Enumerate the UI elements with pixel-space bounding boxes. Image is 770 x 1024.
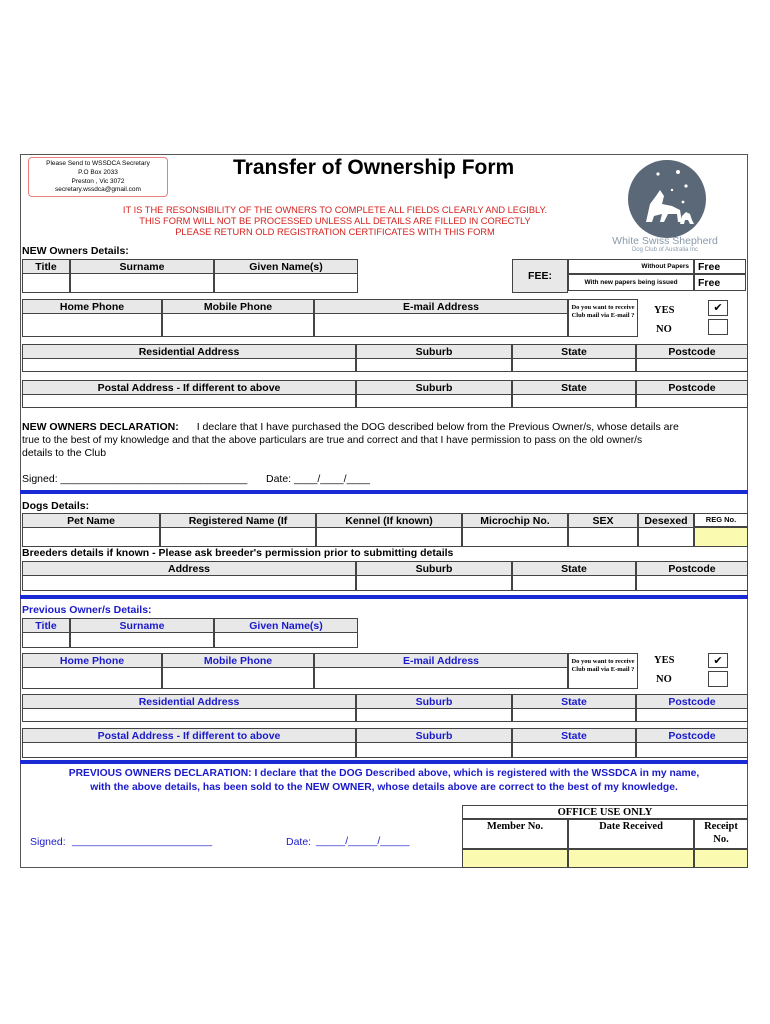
prev-mobile-phone-header: Mobile Phone bbox=[162, 653, 314, 669]
section-divider bbox=[20, 760, 748, 764]
receipt-no-header bbox=[694, 819, 748, 849]
prev-no-label: NO bbox=[656, 674, 672, 685]
prev-signed-label: Signed: bbox=[30, 836, 66, 848]
prev-surname-field[interactable] bbox=[70, 632, 214, 648]
office-use-heading: OFFICE USE ONLY bbox=[462, 805, 748, 819]
date-received-field[interactable] bbox=[568, 849, 694, 868]
new-postal-postcode-header: Postcode bbox=[636, 380, 748, 396]
new-signed-field[interactable]: Signed: ________________________________ bbox=[22, 473, 248, 485]
kennel-field[interactable] bbox=[316, 527, 462, 547]
prev-mobile-phone-field[interactable] bbox=[162, 667, 314, 689]
prev-postal-state-field[interactable] bbox=[512, 742, 636, 758]
new-mobile-phone-header: Mobile Phone bbox=[162, 299, 314, 315]
prev-given-field[interactable] bbox=[214, 632, 358, 648]
notice bbox=[90, 205, 580, 238]
new-declaration-text2: true to the best of my knowledge and that the above particulars are true and correct and that I have permission to pass on the old owner/s bbox=[22, 435, 643, 446]
notice-line2: THIS FORM WILL NOT BE PROCESSED UNLESS ALL DETAILS ARE FILLED IN CORECTLY bbox=[139, 216, 531, 226]
new-postal-header: Postal Address - If different to above bbox=[22, 380, 356, 396]
prev-postal-state-header: State bbox=[512, 728, 636, 744]
new-postal-postcode-field[interactable] bbox=[636, 394, 748, 408]
desexed-field[interactable] bbox=[638, 527, 694, 547]
send-to-box bbox=[28, 157, 168, 197]
prev-postal-suburb-field[interactable] bbox=[356, 742, 512, 758]
prev-postal-postcode-header: Postcode bbox=[636, 728, 748, 744]
logo-sub: Dog Club of Australia Inc bbox=[631, 247, 699, 253]
new-declaration bbox=[22, 421, 746, 460]
without-papers-fee: Free bbox=[694, 259, 746, 274]
reg-no-field[interactable] bbox=[694, 527, 748, 547]
prev-postal-field[interactable] bbox=[22, 742, 356, 758]
prev-residential-field[interactable] bbox=[22, 708, 356, 722]
new-postal-field[interactable] bbox=[22, 394, 356, 408]
sex-header: SEX bbox=[568, 513, 638, 529]
registered-name-field[interactable] bbox=[160, 527, 316, 547]
new-surname-field[interactable] bbox=[70, 273, 214, 293]
prev-title-field[interactable] bbox=[22, 632, 70, 648]
date-received-header: Date Received bbox=[568, 819, 694, 849]
new-residential-header: Residential Address bbox=[22, 344, 356, 360]
prev-title-header: Title bbox=[22, 618, 70, 634]
new-postcode-header: Postcode bbox=[636, 344, 748, 360]
dogs-heading: Dogs Details: bbox=[22, 500, 90, 512]
new-given-field[interactable] bbox=[214, 273, 358, 293]
prev-signed-field[interactable]: ________________________ bbox=[72, 835, 213, 847]
new-owners-heading: NEW Owners Details: bbox=[22, 245, 129, 257]
new-suburb-field[interactable] bbox=[356, 358, 512, 372]
previous-heading: Previous Owner/s Details: bbox=[22, 604, 152, 616]
breeder-state-field[interactable] bbox=[512, 575, 636, 591]
new-residential-field[interactable] bbox=[22, 358, 356, 372]
with-papers-fee: Free bbox=[694, 274, 746, 291]
registered-name-header: Registered Name (If bbox=[160, 513, 316, 529]
prev-yes-label: YES bbox=[654, 655, 675, 666]
new-home-phone-header: Home Phone bbox=[22, 299, 162, 315]
breeder-postcode-field[interactable] bbox=[636, 575, 748, 591]
new-declaration-text1: I declare that I have purchased the DOG described below from the Previous Owner/s, whose details are bbox=[196, 421, 679, 433]
prev-suburb-field[interactable] bbox=[356, 708, 512, 722]
new-state-header: State bbox=[512, 344, 636, 360]
new-no-label: NO bbox=[656, 324, 672, 335]
new-surname-header: Surname bbox=[70, 259, 214, 275]
prev-postal-suburb-header: Suburb bbox=[356, 728, 512, 744]
breeder-address-header: Address bbox=[22, 561, 356, 577]
prev-email-field[interactable] bbox=[314, 667, 568, 689]
new-email-header: E-mail Address bbox=[314, 299, 568, 315]
new-no-checkbox[interactable] bbox=[708, 319, 728, 335]
breeder-state-header: State bbox=[512, 561, 636, 577]
prev-date-label: Date: bbox=[286, 836, 312, 848]
page-title: Transfer of Ownership Form bbox=[233, 156, 515, 179]
new-yes-checkbox[interactable]: ✔ bbox=[708, 300, 728, 316]
new-declaration-text3: details to the Club bbox=[22, 447, 107, 459]
new-title-field[interactable] bbox=[22, 273, 70, 293]
prev-postal-header: Postal Address - If different to above bbox=[22, 728, 356, 744]
prev-residential-header: Residential Address bbox=[22, 694, 356, 710]
prev-state-header: State bbox=[512, 694, 636, 710]
microchip-header: Microchip No. bbox=[462, 513, 568, 529]
prev-given-header: Given Name(s) bbox=[214, 618, 358, 634]
notice-line1: IT IS THE RESONSIBILITY OF THE OWNERS TO COMPLETE ALL FIELDS CLEARLY AND LEGIBLY. bbox=[122, 205, 548, 215]
microchip-field[interactable] bbox=[462, 527, 568, 547]
prev-postcode-header: Postcode bbox=[636, 694, 748, 710]
section-divider bbox=[20, 490, 748, 494]
send-to-line3: Preston , Vic 3072 bbox=[71, 177, 125, 185]
new-mobile-phone-field[interactable] bbox=[162, 313, 314, 337]
member-no-header: Member No. bbox=[462, 819, 568, 849]
prev-email-header: E-mail Address bbox=[314, 653, 568, 669]
new-club-mail-question: Do you want to receive Club mail via E-mail ? bbox=[568, 299, 638, 337]
reg-no-header: REG No. bbox=[694, 513, 748, 527]
pet-name-header: Pet Name bbox=[22, 513, 160, 529]
new-postal-state-field[interactable] bbox=[512, 394, 636, 408]
sex-field[interactable] bbox=[568, 527, 638, 547]
prev-home-phone-field[interactable] bbox=[22, 667, 162, 689]
with-papers-label: With new papers being issued bbox=[568, 274, 694, 291]
prev-declaration-line2: with the above details, has been sold to the NEW OWNER, whose details above are correct to the best of my knowledge. bbox=[90, 781, 678, 793]
prev-club-mail-question: Do you want to receive Club mail via E-mail ? bbox=[568, 653, 638, 689]
member-no-field[interactable] bbox=[462, 849, 568, 868]
receipt-label-2: No. bbox=[713, 834, 729, 845]
new-date-field[interactable]: Date: ____/____/____ bbox=[266, 473, 370, 485]
send-to-line4: secretary.wssdca@gmail.com bbox=[55, 186, 141, 194]
breeder-address-field[interactable] bbox=[22, 575, 356, 591]
notice-line3: PLEASE RETURN OLD REGISTRATION CERTIFICATES WITH THIS FORM bbox=[175, 227, 495, 237]
new-home-phone-field[interactable] bbox=[22, 313, 162, 337]
prev-suburb-header: Suburb bbox=[356, 694, 512, 710]
breeders-heading: Breeders details if known - Please ask breeder's permission prior to submitting details bbox=[22, 547, 454, 559]
receipt-no-field[interactable] bbox=[694, 849, 748, 868]
new-state-field[interactable] bbox=[512, 358, 636, 372]
logo-name: White Swiss Shepherd bbox=[612, 235, 718, 247]
dogs-logo-icon bbox=[628, 160, 706, 238]
prev-home-phone-header: Home Phone bbox=[22, 653, 162, 669]
section-divider bbox=[20, 595, 748, 599]
send-to-line1: Please Send to WSSDCA Secretary bbox=[46, 160, 150, 167]
prev-surname-header: Surname bbox=[70, 618, 214, 634]
prev-declaration bbox=[20, 767, 748, 794]
without-papers-label: Without Papers bbox=[568, 259, 694, 274]
new-postal-state-header: State bbox=[512, 380, 636, 396]
prev-postal-postcode-field[interactable] bbox=[636, 742, 748, 758]
new-postal-suburb-field[interactable] bbox=[356, 394, 512, 408]
new-yes-label: YES bbox=[654, 305, 675, 316]
prev-yes-checkbox[interactable]: ✔ bbox=[708, 653, 728, 668]
new-declaration-label: NEW OWNERS DECLARATION: bbox=[22, 421, 179, 433]
prev-date-field[interactable]: _____/_____/_____ bbox=[316, 835, 410, 847]
prev-state-field[interactable] bbox=[512, 708, 636, 722]
new-title-header: Title bbox=[22, 259, 70, 275]
desexed-header: Desexed bbox=[638, 513, 694, 529]
prev-declaration-line1: PREVIOUS OWNERS DECLARATION: I declare that the DOG Described above, which is registered with the WSSDCA in my name, bbox=[68, 768, 700, 779]
new-suburb-header: Suburb bbox=[356, 344, 512, 360]
breeder-suburb-field[interactable] bbox=[356, 575, 512, 591]
new-email-field[interactable] bbox=[314, 313, 568, 337]
prev-postcode-field[interactable] bbox=[636, 708, 748, 722]
new-postcode-field[interactable] bbox=[636, 358, 748, 372]
new-given-header: Given Name(s) bbox=[214, 259, 358, 275]
breeder-suburb-header: Suburb bbox=[356, 561, 512, 577]
kennel-header: Kennel (If known) bbox=[316, 513, 462, 529]
fee-label: FEE: bbox=[512, 259, 568, 293]
pet-name-field[interactable] bbox=[22, 527, 160, 547]
new-postal-suburb-header: Suburb bbox=[356, 380, 512, 396]
receipt-label-1: Receipt bbox=[704, 821, 738, 832]
send-to-line2: P.O Box 2033 bbox=[78, 168, 118, 176]
prev-no-checkbox[interactable] bbox=[708, 671, 728, 687]
breeder-postcode-header: Postcode bbox=[636, 561, 748, 577]
